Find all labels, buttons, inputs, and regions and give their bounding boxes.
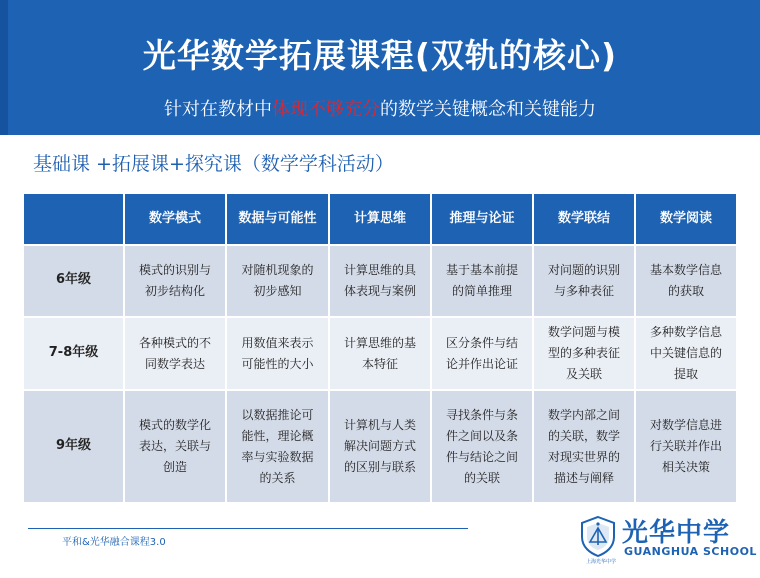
- table-cell: [330, 246, 432, 318]
- table-cell: [330, 318, 432, 392]
- cell-line: 本特征: [361, 356, 398, 371]
- cell-line: 的获取: [667, 283, 704, 298]
- cell-line: 对问题的识别: [547, 262, 620, 277]
- cell-line: 基于基本前提: [445, 262, 518, 277]
- school-logo: [576, 514, 757, 565]
- cell-line: 计算思维的基: [343, 335, 416, 350]
- table-row: [24, 391, 738, 504]
- cell-line: 体表现与案例: [343, 283, 416, 298]
- cell-line: 模式的数学化: [138, 418, 211, 433]
- cell-line: 基本数学信息: [649, 262, 722, 277]
- cell-line: 提取: [673, 367, 698, 381]
- table-cell: [125, 391, 227, 504]
- cell-line: 的区别与联系: [343, 460, 416, 475]
- school-emblem-icon: [576, 514, 620, 558]
- title-banner: [0, 0, 760, 135]
- column-header: 计算思维: [330, 194, 432, 246]
- logo-small-text: 上海光华中学: [585, 559, 616, 565]
- cell-line: 的关联: [463, 470, 500, 485]
- cell-line: 的关系: [259, 470, 296, 485]
- footer-divider: [28, 528, 468, 529]
- cell-line: 初步结构化: [144, 283, 205, 298]
- cell-line: 及关联: [565, 367, 602, 381]
- cell-line: 多种数学信息: [649, 325, 722, 339]
- table-row: [24, 318, 738, 392]
- table-cell: [534, 318, 636, 392]
- cell-line: 对随机现象的: [241, 262, 314, 277]
- cell-line: 以数据推论可: [241, 407, 314, 422]
- subtitle-after: 的数学关键概念和关键能力: [380, 99, 596, 120]
- table-cell: [125, 246, 227, 318]
- cell-line: 可能性的大小: [241, 356, 314, 371]
- cell-line: 数学内部之间: [547, 407, 620, 422]
- cell-line: 初步感知: [253, 283, 302, 298]
- table-cell: [227, 391, 330, 504]
- cell-line: 解决问题方式: [343, 439, 416, 454]
- grade-label: 7-8年级: [24, 318, 125, 392]
- cell-line: 寻找条件与条: [445, 407, 518, 422]
- table-cell: [432, 318, 534, 392]
- table-cell: [636, 391, 738, 504]
- table-cell: [330, 391, 432, 504]
- cell-line: 论并作出论证: [445, 356, 518, 371]
- cell-line: 用数值来表示: [241, 335, 314, 350]
- table-cell: [432, 246, 534, 318]
- course-structure-line: 基础课 +拓展课+探究课（数学学科活动）: [33, 153, 394, 175]
- table-cell: [227, 246, 330, 318]
- cell-line: 计算机与人类: [343, 418, 416, 433]
- cell-line: 行关联并作出: [649, 439, 722, 454]
- page-subtitle: [0, 95, 760, 121]
- subtitle-highlight: 体现不够充分: [272, 99, 380, 120]
- cell-line: 能性，理论概: [241, 428, 314, 443]
- column-header: 推理与论证: [432, 194, 534, 246]
- column-header: 数学联结: [534, 194, 636, 246]
- cell-line: 数学问题与模: [547, 325, 620, 339]
- cell-line: 对现实世界的: [547, 449, 620, 464]
- column-header: 数据与可能性: [227, 194, 330, 246]
- cell-line: 中关键信息的: [649, 346, 722, 360]
- cell-line: 型的多种表征: [547, 346, 620, 360]
- logo-name-cn: 光华中学: [622, 518, 731, 548]
- cell-line: 率与实验数据: [241, 449, 314, 464]
- cell-line: 创造: [162, 460, 187, 475]
- table-cell: [636, 246, 738, 318]
- table-row: [24, 246, 738, 318]
- cell-line: 的关联，数学: [547, 428, 620, 443]
- cell-line: 对数学信息进: [649, 418, 722, 433]
- logo-name-en: GUANGHUA SCHOOL: [624, 545, 757, 558]
- table-cell: [636, 318, 738, 392]
- cell-line: 与多种表征: [553, 283, 614, 298]
- cell-line: 件与结论之间: [445, 449, 518, 464]
- cell-line: 表达，关联与: [138, 439, 211, 454]
- table-corner-cell: [24, 194, 125, 246]
- cell-line: 区分条件与结: [445, 335, 518, 350]
- table-cell: [227, 318, 330, 392]
- cell-line: 计算思维的具: [343, 262, 416, 277]
- grade-label: 6年级: [24, 246, 125, 318]
- table-cell: [534, 391, 636, 504]
- page-title: 光华数学拓展课程(双轨的核心): [142, 36, 618, 75]
- cell-line: 同数学表达: [144, 356, 205, 371]
- table-header-row: [24, 194, 738, 246]
- footer-caption: 平和&光华融合课程3.0: [62, 537, 166, 548]
- cell-line: 的简单推理: [451, 283, 512, 298]
- cell-line: 相关决策: [661, 460, 710, 475]
- cell-line: 件之间以及条: [445, 428, 518, 443]
- table-cell: [534, 246, 636, 318]
- table-cell: [125, 318, 227, 392]
- cell-line: 各种模式的不: [138, 335, 211, 350]
- subtitle-before: 针对在教材中: [164, 99, 272, 120]
- column-header: 数学阅读: [636, 194, 738, 246]
- cell-line: 模式的识别与: [138, 262, 211, 277]
- curriculum-table: [24, 194, 738, 504]
- grade-label: 9年级: [24, 391, 125, 504]
- column-header: 数学模式: [125, 194, 227, 246]
- cell-line: 描述与阐释: [553, 470, 614, 485]
- table-cell: [432, 391, 534, 504]
